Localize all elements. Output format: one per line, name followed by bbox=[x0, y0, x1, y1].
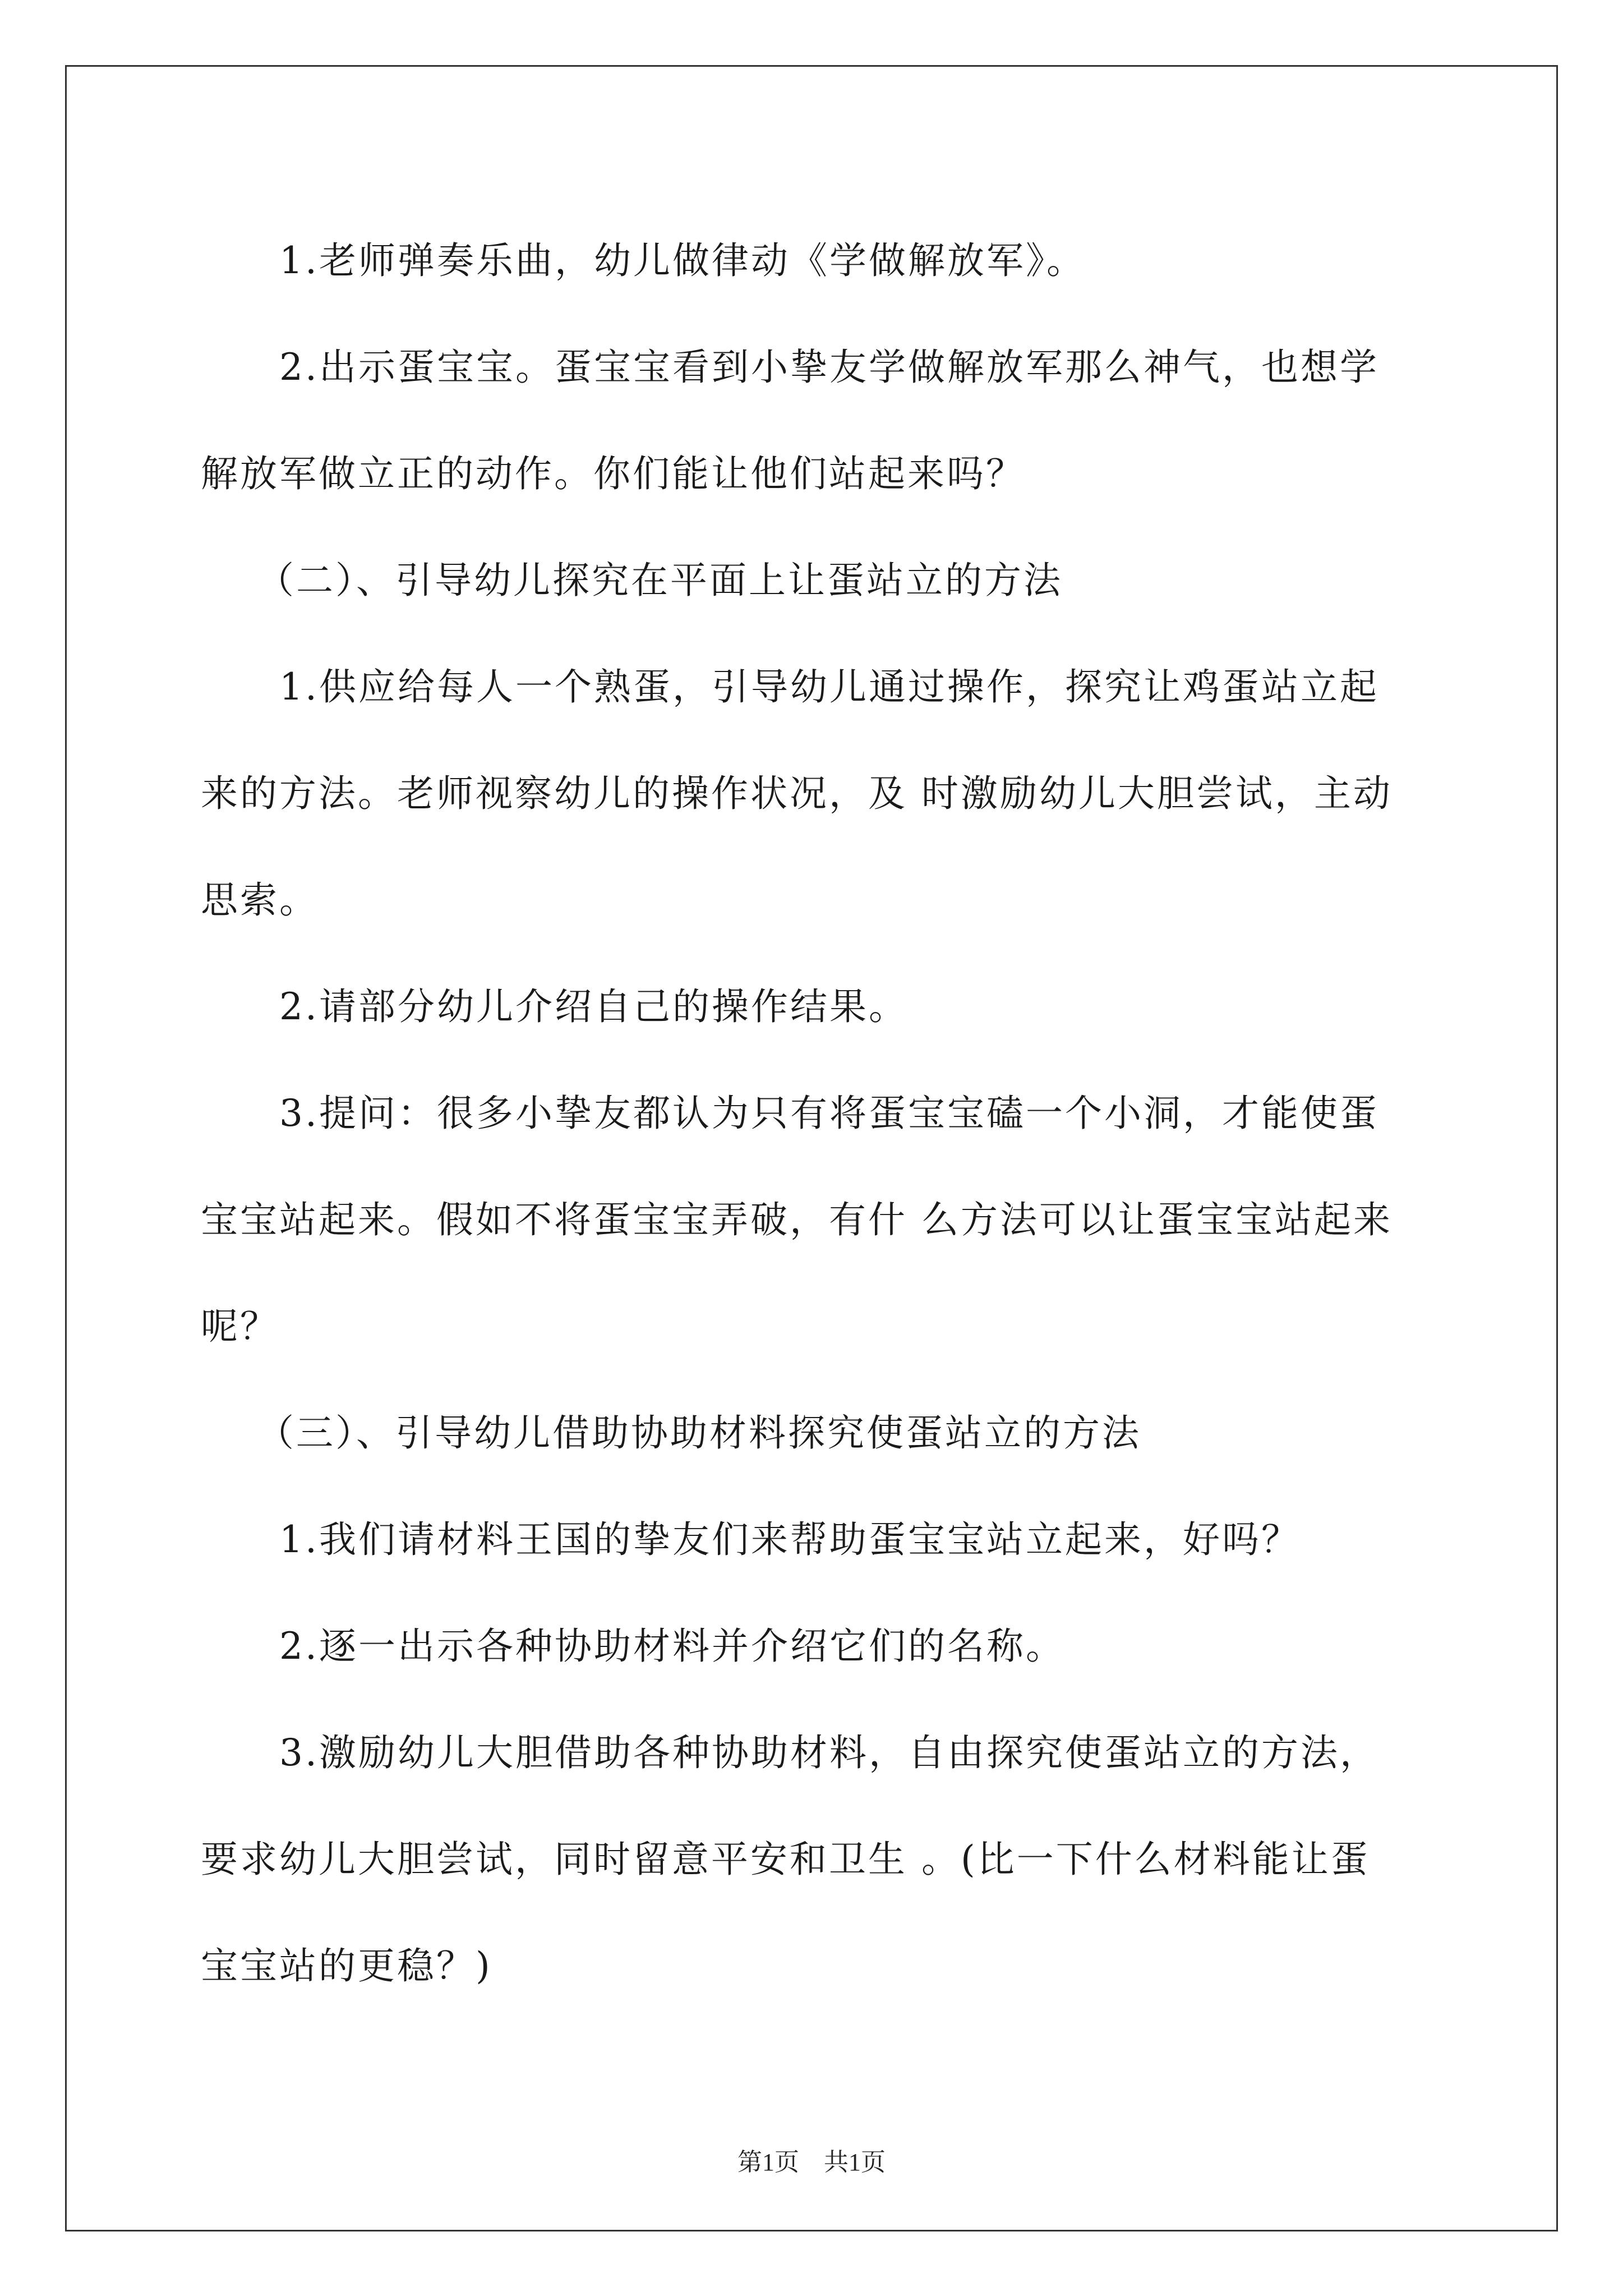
paragraph-7 bbox=[201, 1593, 1429, 1700]
paragraph-5 bbox=[201, 1060, 1429, 1380]
page-footer: 第1页 共1页 bbox=[737, 2148, 886, 2176]
heading-line: （三）、引导幼儿借助协助材料探究使蛋站立的方法 bbox=[257, 1411, 1141, 1455]
text-line: 思索。 bbox=[201, 878, 319, 922]
text-line: 1.老师弹奏乐曲，幼儿做律动《学做解放军》。 bbox=[279, 239, 1086, 282]
document-body bbox=[201, 208, 1429, 2019]
paragraph-1 bbox=[201, 208, 1429, 314]
text-line: 呢？ bbox=[201, 1305, 279, 1348]
text-line: 2.出示蛋宝宝。蛋宝宝看到小挚友学做解放军那么神气，也想学 bbox=[279, 346, 1379, 389]
text-line: 宝宝站的更稳？) bbox=[201, 1944, 492, 1987]
text-line: 3.提问：很多小挚友都认为只有将蛋宝宝磕一个小洞，才能使蛋 bbox=[279, 1092, 1379, 1135]
text-line: 1.供应给每人一个熟蛋，引导幼儿通过操作，探究让鸡蛋站立起 bbox=[279, 665, 1379, 708]
paragraph-2 bbox=[201, 314, 1429, 527]
paragraph-6 bbox=[201, 1487, 1429, 1593]
text-line: 2.逐一出示各种协助材料并介绍它们的名称。 bbox=[279, 1625, 1065, 1668]
paragraph-4 bbox=[201, 954, 1429, 1060]
text-line: 解放军做立正的动作。你们能让他们站起来吗？ bbox=[201, 452, 1025, 495]
text-line: 来的方法。老师视察幼儿的操作状况，及 时激励幼儿大胆尝试，主动 bbox=[201, 772, 1393, 815]
section-heading-2 bbox=[201, 527, 1429, 634]
text-line: 2.请部分幼儿介绍自己的操作结果。 bbox=[279, 985, 908, 1028]
section-heading-3 bbox=[201, 1380, 1429, 1487]
text-line: 宝宝站起来。假如不将蛋宝宝弄破，有什 么方法可以让蛋宝宝站起来 bbox=[201, 1198, 1393, 1241]
paragraph-3 bbox=[201, 634, 1429, 954]
paragraph-8 bbox=[201, 1700, 1429, 2019]
text-line: 3.激励幼儿大胆借助各种协助材料，自由探究使蛋站立的方法， bbox=[279, 1731, 1379, 1774]
text-line: 要求幼儿大胆尝试，同时留意平安和卫生 。(比一下什么材料能让蛋 bbox=[201, 1838, 1370, 1881]
heading-line: （二）、引导幼儿探究在平面上让蛋站立的方法 bbox=[257, 559, 1063, 602]
text-line: 1.我们请材料王国的挚友们来帮助蛋宝宝站立起来，好吗？ bbox=[279, 1518, 1301, 1561]
